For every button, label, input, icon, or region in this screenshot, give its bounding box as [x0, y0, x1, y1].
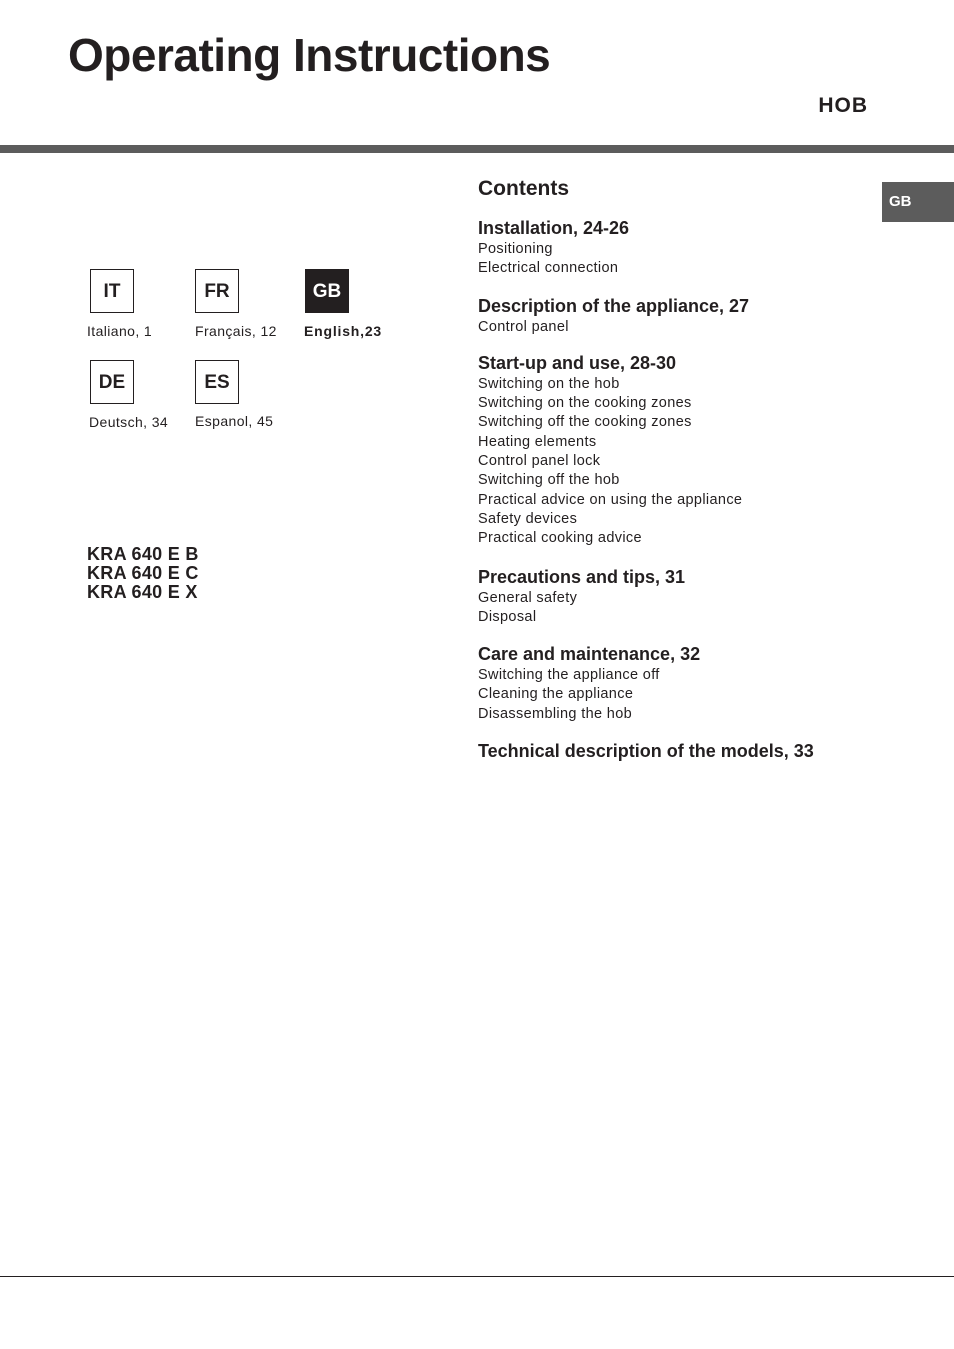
language-label: Espanol, 45: [195, 413, 274, 429]
product-type: HOB: [818, 94, 868, 117]
toc-item[interactable]: Switching on the hob: [478, 375, 620, 392]
toc-section-precautions: [478, 565, 878, 628]
language-label: Français, 12: [195, 323, 277, 339]
toc-item[interactable]: Switching off the hob: [478, 472, 620, 489]
toc-section-title[interactable]: Care and maintenance, 32: [478, 644, 701, 665]
page-title: Operating Instructions: [68, 29, 551, 81]
toc-item[interactable]: Practical advice on using the appliance: [478, 491, 743, 508]
language-side-tab: GB: [882, 182, 954, 222]
toc-section-title[interactable]: Start-up and use, 28-30: [478, 352, 677, 373]
language-gb[interactable]: [305, 269, 349, 313]
toc-item[interactable]: Heating elements: [478, 433, 597, 450]
toc-item[interactable]: Switching the appliance off: [478, 667, 660, 684]
toc-item[interactable]: Safety devices: [478, 510, 578, 527]
language-fr[interactable]: [195, 269, 239, 313]
toc-section-title[interactable]: Description of the appliance, 27: [478, 295, 750, 316]
toc-item[interactable]: Electrical connection: [478, 260, 619, 277]
language-code-box: DE: [90, 360, 134, 404]
language-it[interactable]: [90, 269, 134, 313]
language-es-label-wrap: [195, 403, 273, 430]
model-list: [87, 545, 199, 602]
toc-item[interactable]: Control panel lock: [478, 453, 601, 470]
toc-item[interactable]: Control panel: [478, 318, 569, 335]
model-name: KRA 640 E C: [87, 563, 199, 583]
toc-section-title[interactable]: Technical description of the models, 33: [478, 741, 814, 762]
language-label: Deutsch, 34: [89, 414, 169, 430]
language-de-label-wrap: [89, 404, 168, 431]
toc-item[interactable]: Switching off the cooking zones: [478, 414, 692, 431]
header-divider: [0, 145, 954, 153]
language-es[interactable]: [195, 360, 239, 404]
model-name: KRA 640 E X: [87, 582, 198, 602]
language-fr-label-wrap: [195, 313, 277, 340]
toc-section-title[interactable]: Precautions and tips, 31: [478, 566, 686, 587]
language-code-box: IT: [90, 269, 134, 313]
table-of-contents: [478, 175, 878, 763]
footer-divider: [0, 1276, 954, 1277]
model-name: KRA 640 E B: [87, 544, 199, 564]
language-label-active: English,23: [304, 323, 383, 339]
toc-section-installation: [478, 216, 878, 279]
toc-item[interactable]: Cleaning the appliance: [478, 686, 634, 703]
toc-section-startup: [478, 351, 878, 549]
toc-item[interactable]: Practical cooking advice: [478, 530, 642, 547]
toc-section-title[interactable]: Installation, 24-26: [478, 218, 630, 238]
toc-section-care: [478, 642, 878, 724]
toc-item[interactable]: General safety: [478, 589, 578, 606]
toc-item[interactable]: Switching on the cooking zones: [478, 395, 692, 412]
toc-item[interactable]: Disposal: [478, 608, 537, 625]
language-code-box: ES: [195, 360, 239, 404]
toc-item[interactable]: Disassembling the hob: [478, 705, 633, 722]
language-de[interactable]: [90, 360, 134, 404]
toc-section-technical: [478, 739, 878, 763]
language-code-box-active: GB: [305, 269, 349, 313]
language-code-box: FR: [195, 269, 239, 313]
toc-section-description: [478, 294, 878, 337]
language-it-label-wrap: [87, 313, 152, 340]
contents-heading: Contents: [478, 177, 569, 200]
language-gb-label-wrap: [304, 313, 382, 340]
toc-item[interactable]: Positioning: [478, 241, 553, 257]
language-label: Italiano, 1: [87, 323, 153, 339]
